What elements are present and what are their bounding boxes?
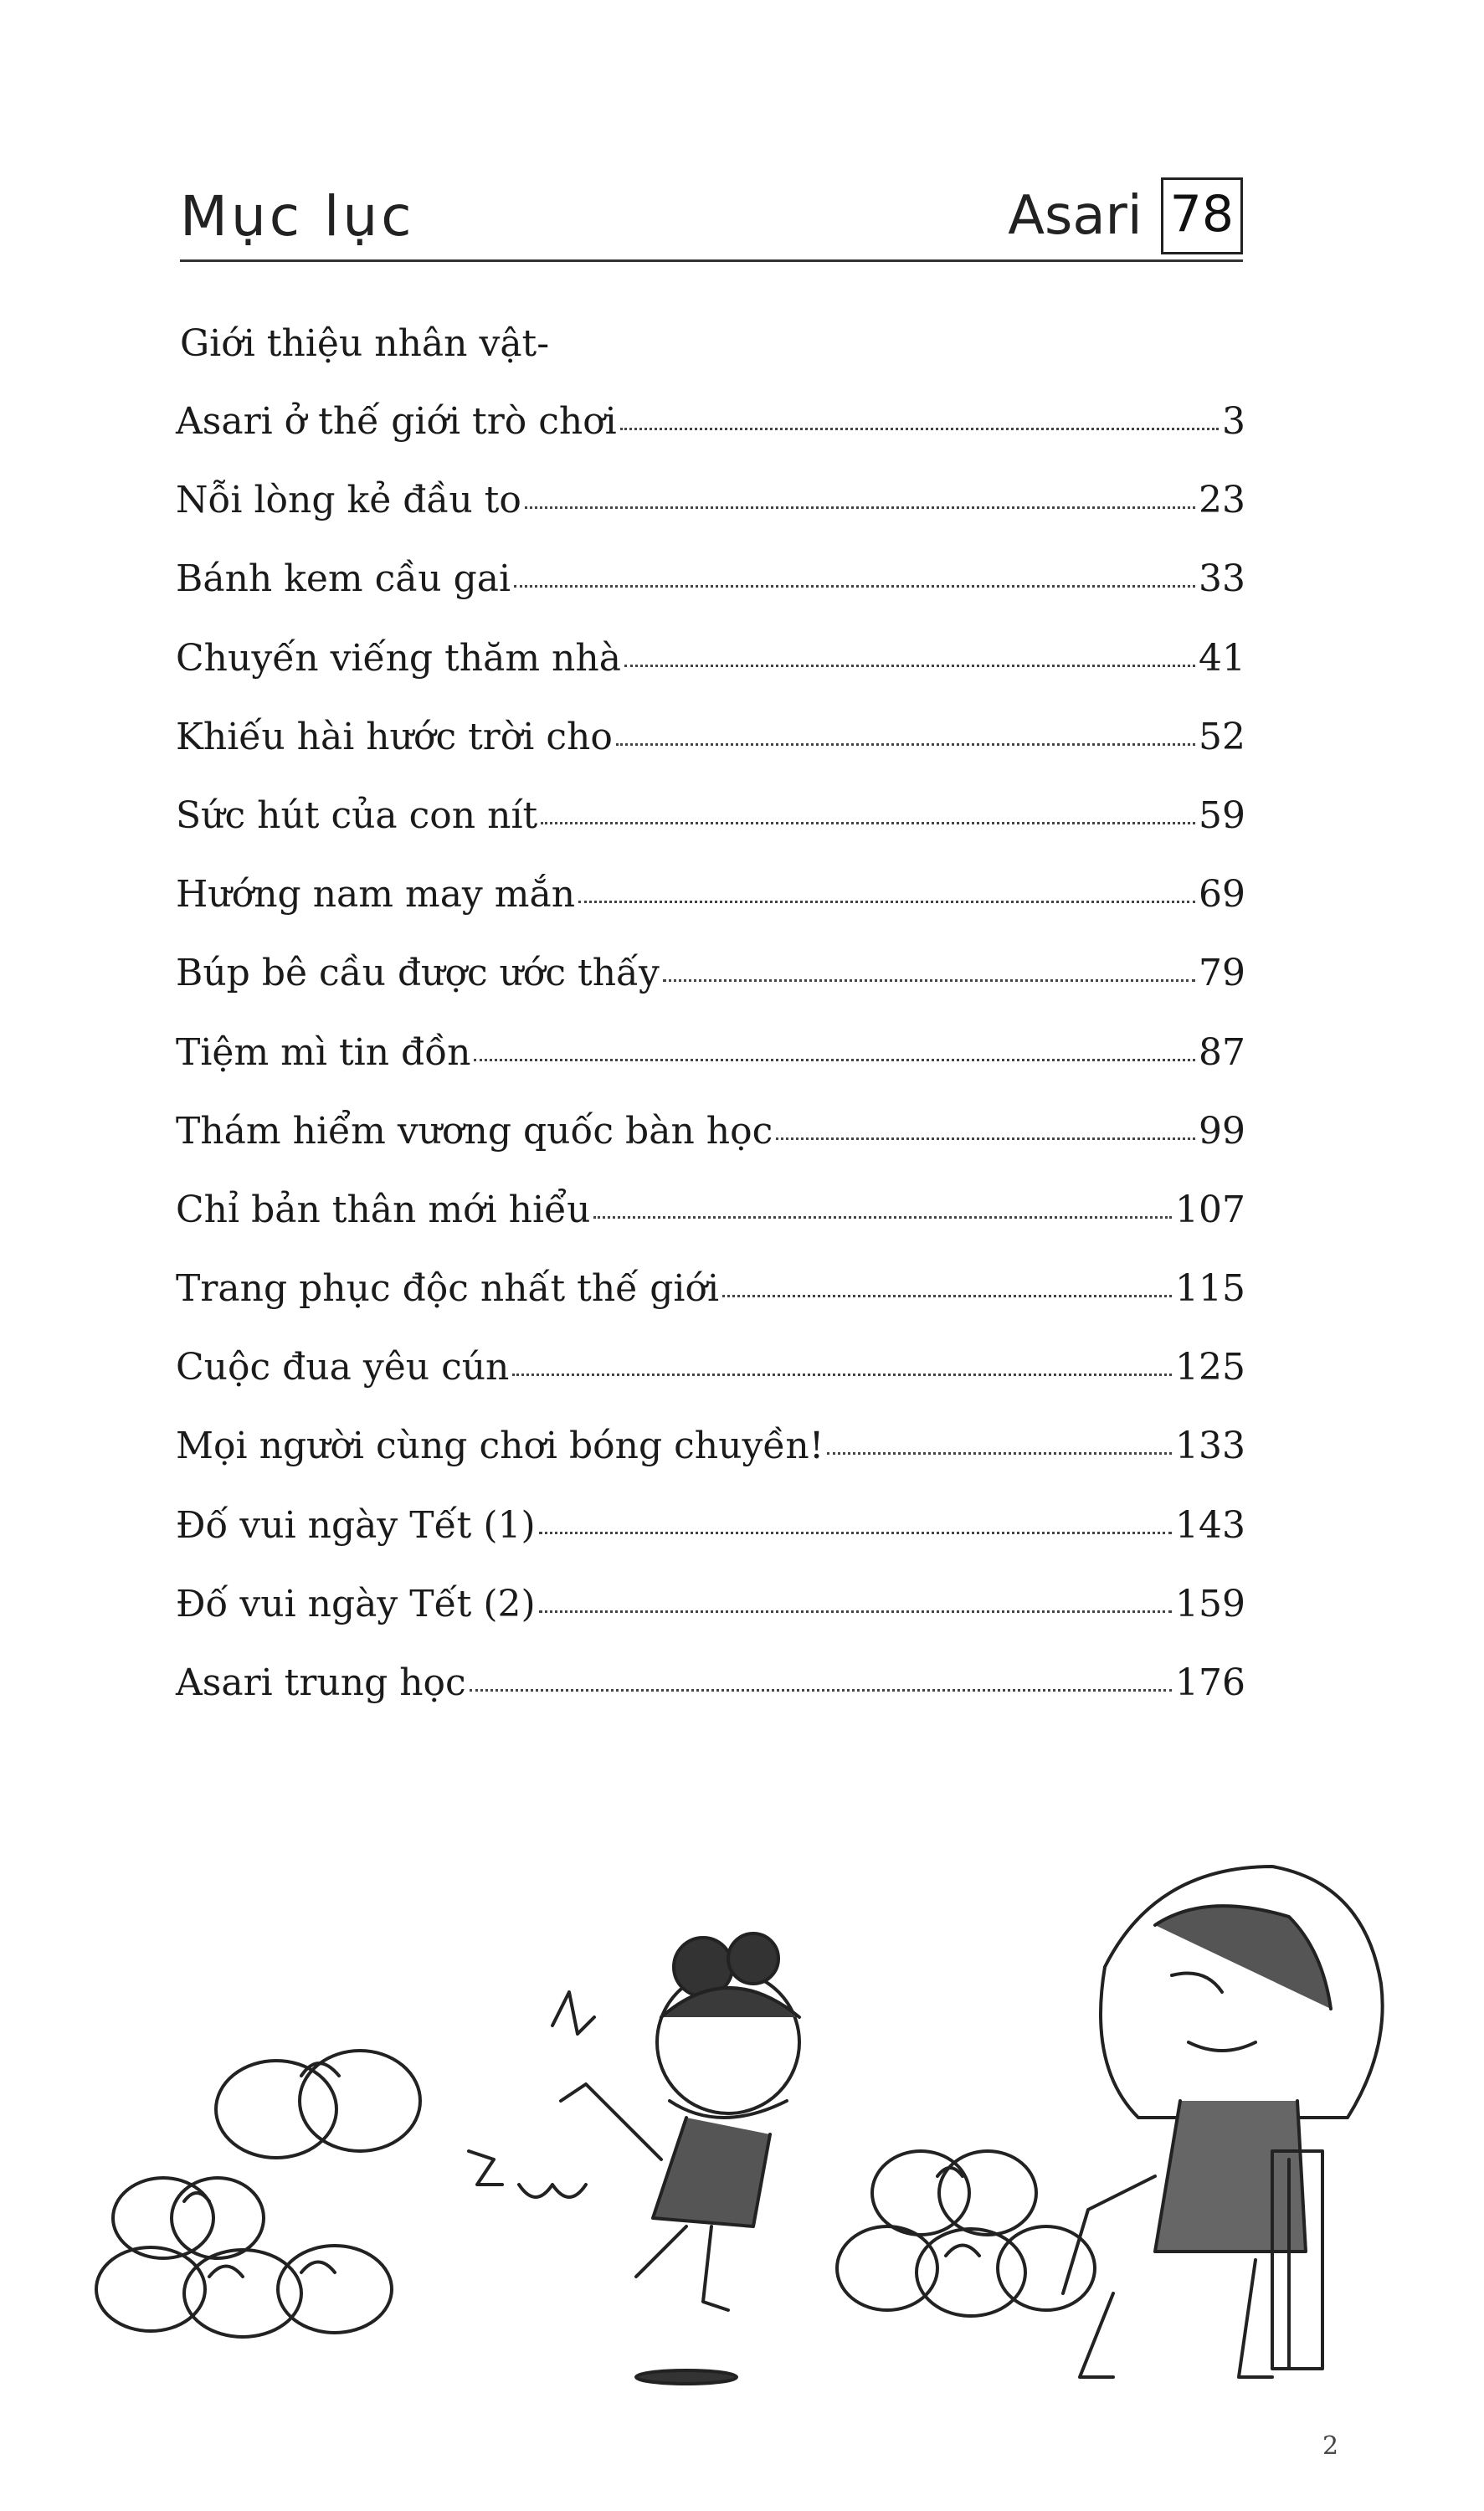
toc-entry	[176, 1110, 1245, 1189]
toc-dot-leader	[541, 822, 1195, 824]
toc-entry-title: Hướng nam may mắn	[176, 873, 576, 917]
toc-entry-title: Asari ở thế giới trò chơi	[176, 400, 617, 443]
girl-character-icon	[469, 1933, 799, 2384]
toc-entry	[176, 1267, 1245, 1346]
toc-entry-title: Khiếu hài hước trời cho	[176, 715, 613, 758]
toc-dot-leader	[624, 665, 1195, 667]
toc-entry	[176, 873, 1245, 952]
toc-entry-title: Cuộc đua yêu cún	[176, 1346, 510, 1389]
toc-entry	[176, 1346, 1245, 1425]
toc-entry	[176, 400, 1245, 479]
toc-entry	[176, 1504, 1245, 1583]
toc-entry	[176, 1189, 1245, 1267]
toc-entry-title: Tiệm mì tin đồn	[176, 1030, 471, 1074]
table-of-contents	[176, 400, 1245, 1740]
toc-dot-leader	[578, 901, 1195, 903]
toc-entry-title: Nỗi lòng kẻ đầu to	[176, 479, 521, 522]
toc-dot-leader	[593, 1216, 1172, 1219]
toc-entry-title: Mọi người cùng chơi bóng chuyền!	[176, 1425, 824, 1468]
toc-dot-leader	[474, 1059, 1195, 1061]
volume-number: 78	[1161, 177, 1243, 254]
toc-entry-title: Đố vui ngày Tết (2)	[176, 1582, 536, 1625]
steamed-bun-pile-right-icon	[837, 2151, 1095, 2316]
toc-entry-page: 125	[1175, 1346, 1245, 1389]
toc-dot-leader	[663, 979, 1195, 982]
toc-entry-page: 52	[1199, 715, 1245, 758]
toc-dot-leader	[525, 506, 1195, 509]
toc-dot-leader	[514, 585, 1195, 588]
toc-entry-title: Bánh kem cầu gai	[176, 557, 511, 601]
toc-entry	[176, 952, 1245, 1030]
toc-dot-leader	[470, 1689, 1172, 1692]
toc-entry-title: Chuyến viếng thăm nhà	[176, 636, 621, 680]
boy-character-icon	[1063, 1867, 1383, 2377]
toc-entry-page: 115	[1175, 1267, 1245, 1311]
toc-entry-page: 41	[1199, 636, 1245, 680]
toc-dot-leader	[512, 1374, 1172, 1376]
toc-entry-page: 107	[1175, 1188, 1245, 1231]
toc-entry	[176, 716, 1245, 794]
toc-entry-page: 3	[1222, 400, 1245, 443]
toc-entry-page: 69	[1199, 873, 1245, 917]
toc-entry	[176, 1031, 1245, 1110]
toc-dot-leader	[620, 428, 1219, 430]
toc-entry	[176, 1661, 1245, 1740]
toc-entry	[176, 1425, 1245, 1503]
toc-entry-title: Asari trung học	[176, 1661, 466, 1704]
toc-entry-page: 87	[1199, 1030, 1245, 1074]
toc-dot-leader	[827, 1452, 1172, 1455]
toc-dot-leader	[539, 1532, 1172, 1534]
toc-entry	[176, 637, 1245, 716]
intro-heading: Giới thiệu nhân vật-	[180, 322, 550, 365]
steamed-bun-pile-left-icon	[96, 2051, 420, 2337]
page-header	[180, 167, 1243, 262]
toc-entry	[176, 1583, 1245, 1661]
toc-entry-title: Thám hiểm vương quốc bàn học	[176, 1109, 773, 1153]
page-folio: 2	[1322, 2431, 1339, 2461]
series-name: Asari	[1008, 185, 1143, 247]
toc-dot-leader	[722, 1295, 1172, 1297]
toc-entry-page: 176	[1175, 1661, 1245, 1704]
toc-entry	[176, 557, 1245, 636]
toc-entry-page: 23	[1199, 479, 1245, 522]
toc-entry-page: 159	[1175, 1582, 1245, 1625]
toc-entry-page: 99	[1199, 1109, 1245, 1153]
header-series-block	[1008, 177, 1243, 254]
toc-entry-title: Chỉ bản thân mới hiểu	[176, 1188, 591, 1231]
toc-entry-page: 143	[1175, 1503, 1245, 1547]
toc-dot-leader	[616, 743, 1195, 746]
toc-entry-page: 59	[1199, 793, 1245, 837]
toc-dot-leader	[776, 1137, 1195, 1140]
toc-entry-title: Sức hút của con nít	[176, 793, 538, 837]
toc-entry-page: 133	[1175, 1425, 1245, 1468]
toc-entry-title: Đố vui ngày Tết (1)	[176, 1503, 536, 1547]
toc-entry-page: 33	[1199, 557, 1245, 601]
page-title: Mục lục	[180, 184, 415, 249]
toc-entry-page: 79	[1199, 952, 1245, 995]
toc-entry	[176, 794, 1245, 873]
toc-entry-title: Búp bê cầu được ước thấy	[176, 952, 660, 995]
cartoon-illustration	[84, 1825, 1423, 2411]
toc-dot-leader	[539, 1610, 1172, 1613]
toc-entry-title: Trang phục độc nhất thế giới	[176, 1267, 720, 1311]
toc-entry	[176, 479, 1245, 557]
